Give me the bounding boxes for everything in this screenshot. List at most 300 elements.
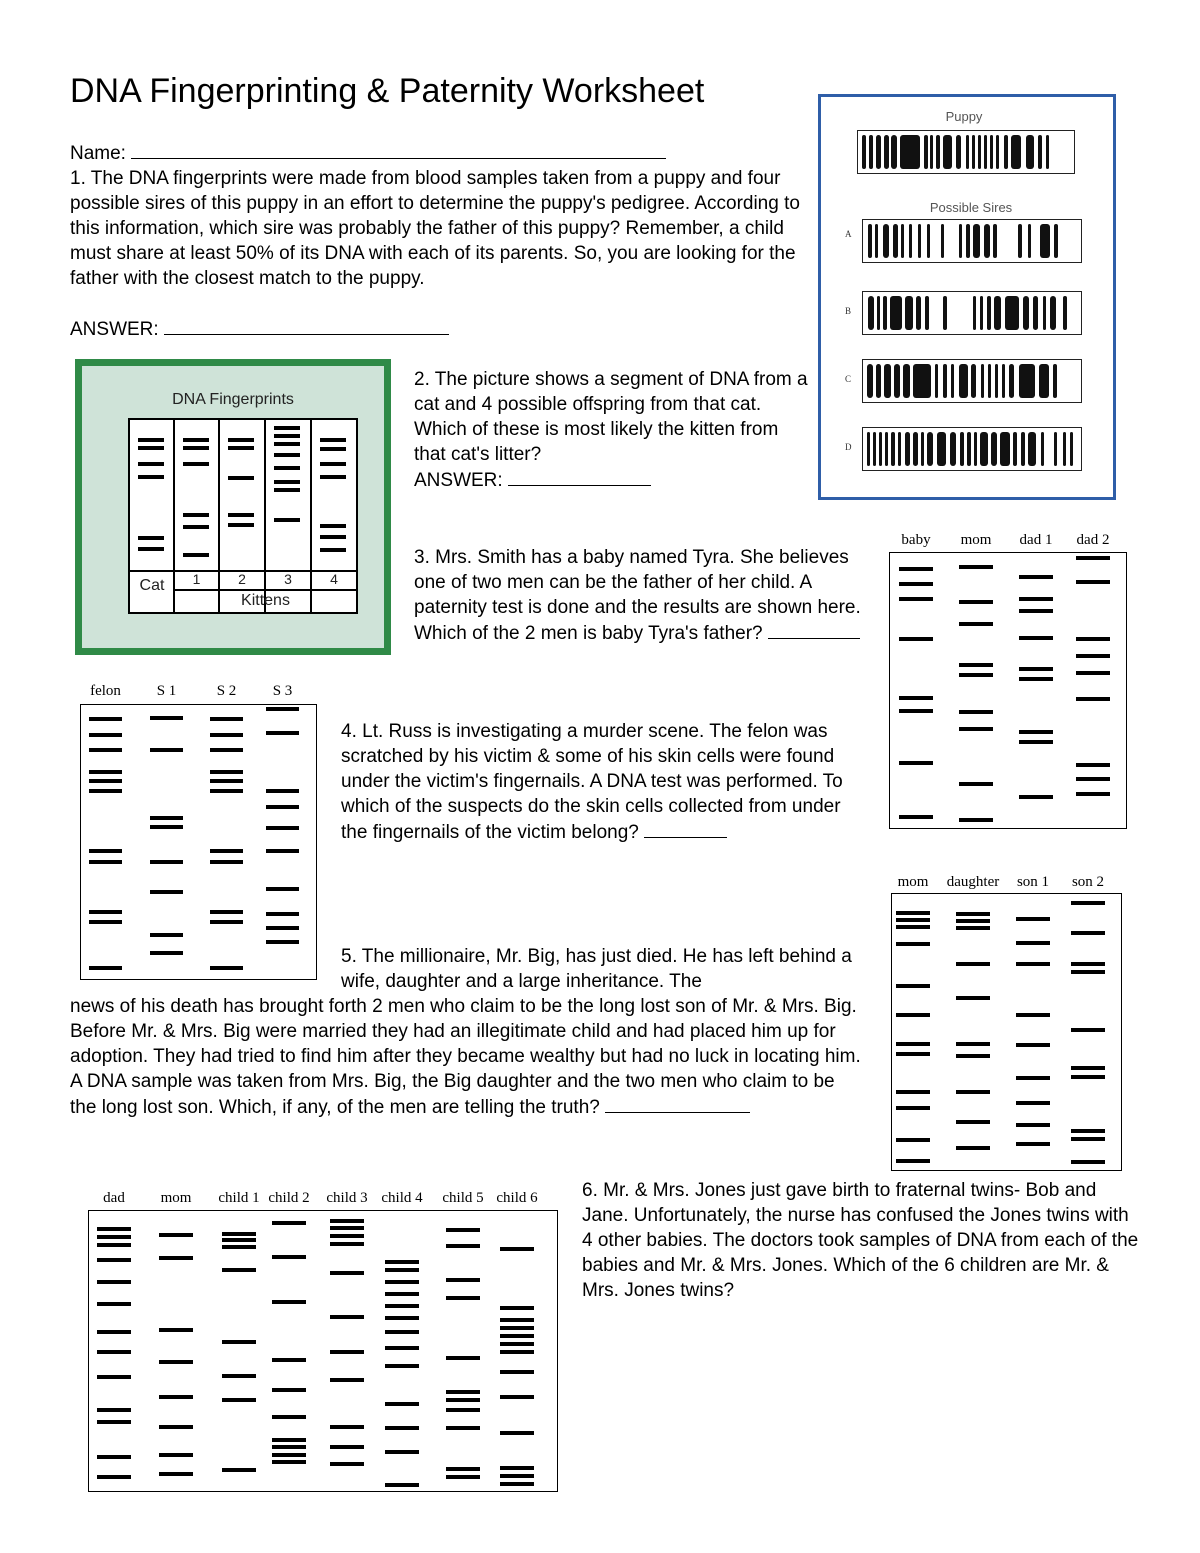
dna-band [150,816,183,820]
dna-band [1071,970,1105,974]
dna-band [1071,901,1105,905]
dna-band [330,1462,364,1466]
gel-4-box [80,704,317,980]
dna-band [899,709,933,713]
dna-band [896,1106,930,1110]
dna-band [876,364,881,398]
dna-band [97,1235,131,1239]
dna-band [274,434,300,438]
kittens-label: Kittens [241,592,290,609]
lane-label: mom [897,874,929,890]
dna-band [385,1402,419,1406]
dna-band [274,466,300,470]
question-5-text-first: 5. The millionaire, Mr. Big, has just died. He has left behind a wife, daughter and a large inheritance. The [341,946,852,992]
dna-band [159,1425,193,1429]
lane-label: son 2 [1071,874,1105,890]
dna-band [272,1460,306,1464]
dna-band [222,1232,256,1236]
dna-band [916,296,921,330]
dna-band [446,1475,480,1479]
dna-band [385,1260,419,1264]
dna-band [210,920,243,924]
dna-band [1019,609,1053,613]
cat-figure-panel [82,366,384,648]
dna-band [993,224,997,258]
dna-band [927,224,930,258]
dna-band [500,1395,534,1399]
dna-band [159,1328,193,1332]
dna-band [899,637,933,641]
cat-gel-grid [128,418,358,614]
dna-band [1009,364,1014,398]
lane-label: S 3 [272,683,293,699]
dna-band [446,1426,480,1430]
dna-band [500,1350,534,1354]
dna-band [500,1370,534,1374]
dna-band [867,432,870,466]
lane-label: child 4 [381,1190,423,1206]
dna-band [995,364,998,398]
lane-label: S 2 [216,683,237,699]
dna-band [385,1292,419,1296]
dna-band [266,805,299,809]
name-line [70,140,666,166]
dna-band [896,1159,930,1163]
dna-band [959,782,993,786]
dna-band [1019,795,1053,799]
dna-band [266,912,299,916]
dna-band [900,135,920,169]
dna-band [210,717,243,721]
answer-4-blank[interactable] [644,819,727,838]
dna-band [1041,432,1044,466]
dna-band [972,135,975,169]
dna-band [1076,654,1110,658]
dna-band [896,911,930,915]
dna-band [228,513,254,517]
dna-band [990,135,993,169]
dna-band [894,364,900,398]
dna-band [1019,636,1053,640]
name-blank[interactable] [131,140,666,159]
dna-band [951,364,954,398]
dna-band [896,925,930,929]
dna-band [446,1356,480,1360]
dna-band [959,727,993,731]
lane-label: mom [160,1190,192,1206]
dna-band [930,135,933,169]
dna-band [1016,1142,1050,1146]
dna-band [973,224,980,258]
answer-label: ANSWER: [414,470,503,491]
dna-band [183,438,209,442]
dna-band [89,910,122,914]
dna-band [159,1233,193,1237]
dna-band [1040,224,1050,258]
dna-band [159,1256,193,1260]
dna-band [97,1227,131,1231]
dna-band [1019,364,1035,398]
dna-band [1054,432,1057,466]
dna-band [272,1300,306,1304]
row-letter-a: A [845,229,852,239]
dna-band [1016,1013,1050,1017]
dna-band [320,438,346,442]
dna-band [97,1375,131,1379]
dna-band [994,296,1001,330]
dna-band [943,135,952,169]
dna-band [991,432,997,466]
dna-band [210,849,243,853]
dna-band [921,432,924,466]
kitten-number: 4 [330,571,338,587]
puppy-strip [857,130,1075,174]
dna-band [266,887,299,891]
dna-band [1076,763,1110,767]
dna-band [1063,432,1066,466]
dna-band [978,135,981,169]
row-letter-d: D [845,442,852,452]
dna-band [1018,224,1022,258]
kitten-number: 3 [284,571,292,587]
dna-band [987,296,991,330]
lane-label: child 6 [496,1190,538,1206]
dna-band [89,733,122,737]
dna-band [89,779,122,783]
dna-band [959,622,993,626]
dna-band [869,135,873,169]
dna-band [984,224,990,258]
answer-5-blank[interactable] [605,1094,750,1113]
dna-band [222,1398,256,1402]
dna-band [924,135,928,169]
dna-band [1016,1123,1050,1127]
dna-band [138,446,164,450]
question-3-body: 3. Mrs. Smith has a baby named Tyra. She believes one of two men can be the father of her child. A paternity test is done and the results are shown here. Which of the 2 men is baby Tyra's father? [414,547,861,644]
dna-band [228,446,254,450]
dna-band [876,135,881,169]
dna-band [500,1306,534,1310]
question-2-answer [414,467,651,493]
dna-band [884,135,889,169]
possible-sires-label: Possible Sires [929,200,1013,215]
dna-band [500,1342,534,1346]
dna-band [385,1268,419,1272]
dna-band [446,1296,480,1300]
dna-band [974,432,977,466]
dna-band [1016,1101,1050,1105]
dna-band [937,432,946,466]
dna-band [183,525,209,529]
dna-band [266,826,299,830]
dna-band [159,1360,193,1364]
dna-band [959,818,993,822]
dna-band [228,523,254,527]
dna-band [272,1438,306,1442]
dna-band [210,860,243,864]
dna-band [901,224,904,258]
dna-band [97,1302,131,1306]
dna-band [266,926,299,930]
worksheet-title: DNA Fingerprinting & Paternity Worksheet [70,72,705,110]
dna-band [150,716,183,720]
dna-band [862,135,866,169]
dna-band [1016,962,1050,966]
dna-band [150,933,183,937]
dna-band [272,1255,306,1259]
question-4-text [341,719,861,845]
sire-c-strip [862,359,1082,403]
dna-band [97,1258,131,1262]
dna-band [959,710,993,714]
dna-band [1071,1129,1105,1133]
dna-band [956,135,961,169]
dna-band [959,224,962,258]
dna-band [274,453,300,457]
dna-band [500,1326,534,1330]
dna-band [913,432,918,466]
dna-band [1039,364,1049,398]
answer-2-blank[interactable] [508,467,651,486]
dna-band [320,462,346,466]
dna-band [385,1280,419,1284]
dna-band [903,364,910,398]
cat-figure-title: DNA Fingerprints [172,391,294,408]
dna-band [877,296,880,330]
question-6-text: 6. Mr. & Mrs. Jones just gave birth to fraternal twins- Bob and Jane. Unfortunately, the nurse has confused the Jones twins with 4 other babies. The doctors took samples of DNA from each of the babies and Mr. & Mrs. Jones. Which of the 6 children are Mr. & Mrs. Jones twins? [582,1180,1139,1301]
dna-band [899,696,933,700]
dna-band [896,1138,930,1142]
dna-band [956,1042,990,1046]
dna-band [385,1304,419,1308]
dna-band [868,224,872,258]
dna-band [97,1475,131,1479]
question-1-answer [70,316,449,342]
dna-band [936,135,940,169]
dna-band [150,951,183,955]
dna-band [222,1238,256,1242]
dna-band [210,789,243,793]
lane-label: child 5 [442,1190,484,1206]
dna-band [89,789,122,793]
dna-band [210,733,243,737]
dna-band [988,364,991,398]
dna-band [956,1054,990,1058]
dna-band [500,1482,534,1486]
dna-band [891,135,897,169]
dna-band [1050,296,1056,330]
dna-band [1019,740,1053,744]
kitten-number: 2 [238,571,246,587]
dna-band [330,1271,364,1275]
dna-band [446,1398,480,1402]
question-5-body: news of his death has brought forth 2 men who claim to be the long lost son of Mr. & Mrs. Big. Before Mr. & Mrs. Big were married they had an illegitimate child and had placed him up for adoption. They had tried to find him after they became wealthy but had no luck in locating him. A DNA sample was taken from Mrs. Big, the Big daughter and the two men who claim to be the long lost son. Which, if any, of the men are telling the truth? [70,996,861,1118]
dna-band [274,480,300,484]
dna-band [973,296,976,330]
dna-band [1038,135,1042,169]
dna-band [320,535,346,539]
answer-1-blank[interactable] [164,316,449,335]
dna-band [1033,296,1038,330]
dna-band [150,860,183,864]
dna-band [500,1318,534,1322]
question-2-text: 2. The picture shows a segment of DNA from a cat and 4 possible offspring from that cat. Which of these is most likely the kitten from that cat's litter? [414,369,808,465]
dna-band [967,432,971,466]
dna-band [272,1415,306,1419]
dna-band [959,673,993,677]
dna-band [896,1013,930,1017]
dna-band [899,761,933,765]
dna-band [956,919,990,923]
dna-band [899,582,933,586]
dna-band [385,1483,419,1487]
dna-band [210,748,243,752]
dna-band [896,1042,930,1046]
dna-band [956,912,990,916]
dna-band [97,1420,131,1424]
dna-band [896,918,930,922]
dna-band [272,1445,306,1449]
dna-band [159,1395,193,1399]
dna-band [1026,135,1034,169]
puppy-fingerprint-figure [818,94,1116,500]
dna-band [1053,364,1057,398]
dna-band [385,1330,419,1334]
dna-band [959,364,968,398]
dna-band [959,600,993,604]
dna-band [980,296,983,330]
lane-label: child 2 [268,1190,310,1206]
dna-band [1013,432,1017,466]
dna-band [1046,135,1049,169]
dna-band [330,1445,364,1449]
dna-band [1076,697,1110,701]
dna-band [272,1358,306,1362]
cat-lane-label: Cat [139,577,165,594]
dna-band [1054,224,1058,258]
dna-band [330,1242,364,1246]
dna-band [1000,432,1010,466]
question-5-text-rest [70,994,865,1120]
dna-band [1019,677,1053,681]
dna-band [138,536,164,540]
dna-band [943,364,947,398]
dna-band [210,770,243,774]
dna-band [97,1243,131,1247]
dna-band [222,1245,256,1249]
dna-band [899,597,933,601]
dna-band [885,432,888,466]
dna-band [446,1228,480,1232]
dna-band [1019,667,1053,671]
dna-band [150,890,183,894]
dna-band [266,731,299,735]
dna-band [1028,432,1036,466]
dna-band [97,1280,131,1284]
dna-band [274,442,300,446]
dna-band [1016,1043,1050,1047]
dna-band [956,1146,990,1150]
dna-band [966,224,970,258]
dna-band [1043,296,1046,330]
dna-band [1004,135,1008,169]
answer-label: ANSWER: [70,319,159,340]
dna-band [385,1426,419,1430]
dna-band [898,432,901,466]
dna-band [500,1247,534,1251]
dna-band [1063,296,1067,330]
dna-band [956,996,990,1000]
lane-label: dad 1 [1019,532,1053,548]
dna-band [89,849,122,853]
dna-band [89,770,122,774]
dna-band [909,224,912,258]
dna-band [320,548,346,552]
dna-band [1076,777,1110,781]
dna-band [950,432,956,466]
dna-band [320,447,346,451]
dna-band [956,962,990,966]
dna-band [446,1467,480,1471]
dna-band [1021,432,1025,466]
dna-band [228,438,254,442]
dna-band [1005,296,1019,330]
dna-band [913,364,931,398]
dna-band [97,1408,131,1412]
dna-band [320,475,346,479]
dna-band [927,432,933,466]
answer-3-blank[interactable] [768,620,860,639]
dna-band [210,779,243,783]
dna-band [1071,1066,1105,1070]
dna-band [330,1226,364,1230]
dna-band [981,364,984,398]
dna-band [89,966,122,970]
dna-band [1076,792,1110,796]
dna-band [222,1468,256,1472]
dna-band [875,224,878,258]
dna-band [210,966,243,970]
dna-band [385,1316,419,1320]
dna-band [385,1364,419,1368]
lane-label: son 1 [1016,874,1050,890]
dna-band [159,1472,193,1476]
dna-band [272,1221,306,1225]
dna-band [210,910,243,914]
dna-band [959,663,993,667]
dna-band [1016,917,1050,921]
dna-band [159,1453,193,1457]
dna-band [960,432,964,466]
dna-band [971,364,976,398]
dna-band [893,224,898,258]
dna-band [385,1346,419,1350]
dna-band [868,296,874,330]
sire-a-strip [862,219,1082,263]
dna-band [97,1330,131,1334]
dna-band [1071,962,1105,966]
lane-label: dad [103,1190,125,1206]
dna-band [183,513,209,517]
dna-band [183,553,209,557]
lane-label: felon [90,683,121,699]
dna-band [867,364,873,398]
dna-band [500,1466,534,1470]
dna-band [943,296,947,330]
dna-band [222,1268,256,1272]
dna-band [896,984,930,988]
dna-band [890,296,902,330]
